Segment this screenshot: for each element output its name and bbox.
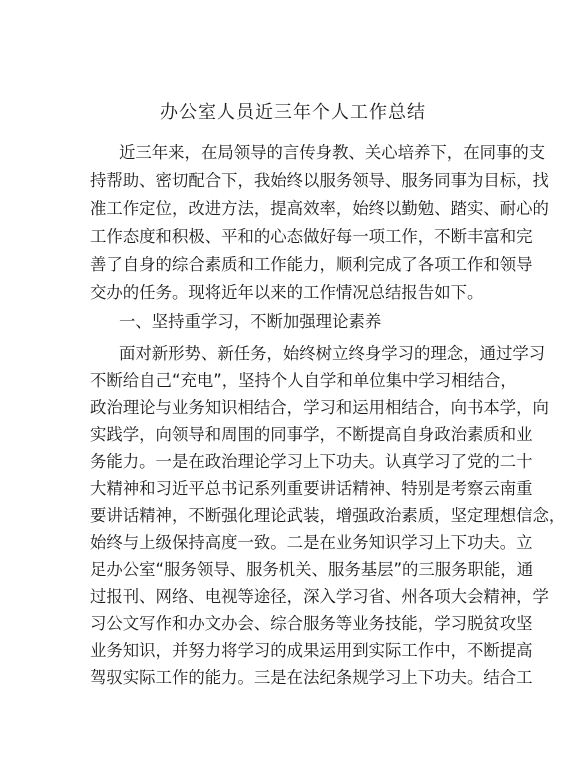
paragraph-line: 工作态度和积极、平和的心态做好每一项工作，不断丰富和完 xyxy=(90,227,533,246)
paragraph-line: 政治理论与业务知识相结合，学习和运用相结合，向书本学，向 xyxy=(90,398,549,417)
paragraph-line: 持帮助、密切配合下，我始终以服务领导、服务同事为目标，找 xyxy=(90,171,549,190)
paragraph-line: 务能力。一是在政治理论学习上下功夫。认真学习了党的二十 xyxy=(90,452,533,471)
paragraph-line: 面对新形势、新任务，始终树立终身学习的理念，通过学习 xyxy=(119,344,546,363)
paragraph-line: 足办公室“服务领导、服务机关、服务基层”的三服务职能，通 xyxy=(90,560,534,579)
paragraph-line: 始终与上级保持高度一致。二是在业务知识学习上下功夫。立 xyxy=(90,533,533,552)
paragraph-line: 要讲话精神，不断强化理论武装，增强政治素质，坚定理想信念， xyxy=(90,506,566,525)
paragraph-line: 近三年来，在局领导的言传身教、关心培养下，在同事的支 xyxy=(119,143,546,162)
paragraph-line: 交办的任务。现将近年以来的工作情况总结报告如下。 xyxy=(90,283,484,302)
document-title: 办公室人员近三年个人工作总结 xyxy=(160,102,426,123)
paragraph-line: 不断给自己“充电”，坚持个人自学和单位集中学习相结合， xyxy=(90,371,517,390)
section-heading: 一、坚持重学习，不断加强理论素养 xyxy=(119,312,382,331)
paragraph-line: 驾驭实际工作的能力。三是在法纪条规学习上下功夫。结合工 xyxy=(90,668,533,687)
paragraph-line: 实践学，向领导和周围的同事学，不断提高自身政治素质和业 xyxy=(90,425,533,444)
paragraph-line: 习公文写作和办文办会、综合服务等业务技能，学习脱贫攻坚 xyxy=(90,614,533,633)
paragraph-line: 过报刊、网络、电视等途径，深入学习省、州各项大会精神，学 xyxy=(90,587,549,606)
paragraph-line: 善了自身的综合素质和工作能力，顺利完成了各项工作和领导 xyxy=(90,255,533,274)
paragraph-line: 准工作定位，改进方法，提高效率，始终以勤勉、踏实、耐心的 xyxy=(90,199,549,218)
paragraph-line: 业务知识，并努力将学习的成果运用到实际工作中，不断提高 xyxy=(90,641,533,660)
paragraph-line: 大精神和习近平总书记系列重要讲话精神、特别是考察云南重 xyxy=(90,479,533,498)
